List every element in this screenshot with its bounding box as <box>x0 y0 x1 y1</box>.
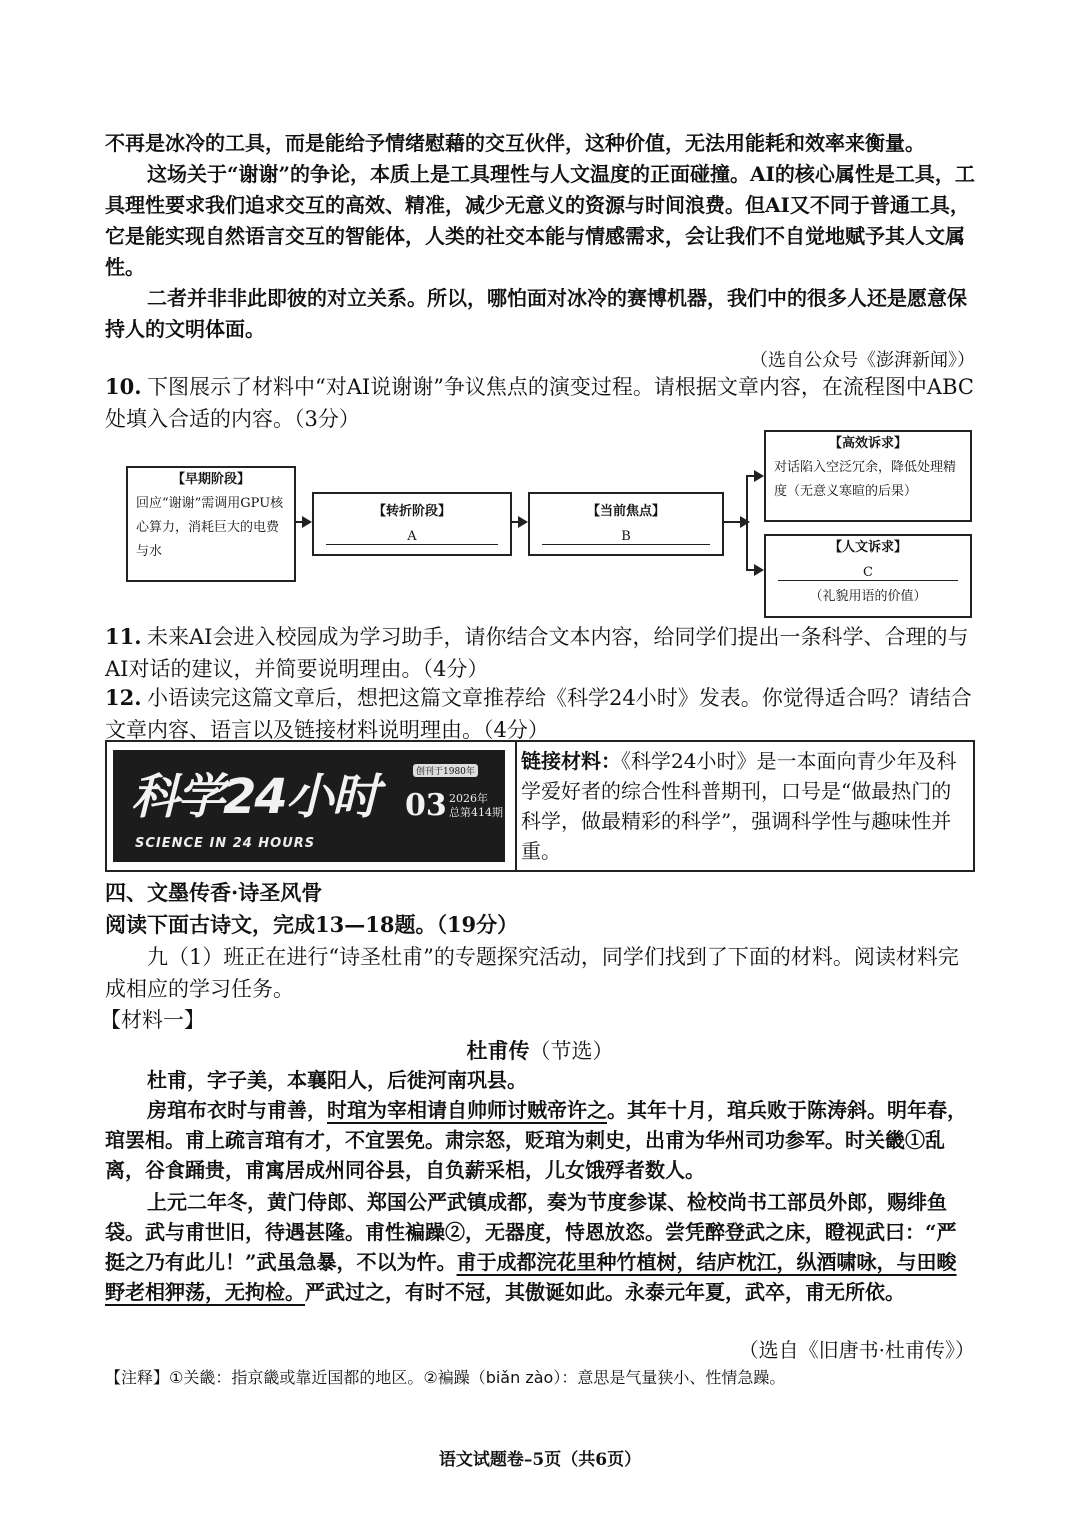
paragraph-continued: 不再是冰冷的工具，而是能给予情绪慰藉的交互伙伴，这种价值，无法用能耗和效率来衡量。 <box>105 131 925 155</box>
question-text: 小语读完这篇文章后，想把这篇文章推荐给《科学24小时》发表。你觉得适合吗？请结合文章内容、语言以及链接材料说明理由。（4分） <box>105 686 972 742</box>
flow-blank-b[interactable]: B <box>542 524 710 545</box>
material-label: 【材料一】 <box>100 1008 205 1032</box>
ancient-paragraph-2: 房琯布衣时与甫善，时琯为宰相请自帅师讨贼帝许之。其年十月，琯兵败于陈涛斜。明年春，琯罢相。甫上疏言琯有才，不宜罢免。肃宗怒，贬琯为刺史，出甫为华州司功参军。时关畿①乱离，谷食踊贵，甫寓居成州同谷县，自负薪采梠，儿女饿殍者数人。 <box>105 1098 967 1182</box>
flow-branch-line <box>746 475 748 571</box>
flow-blank-c[interactable]: C <box>778 560 958 581</box>
flow-arrow-1 <box>294 521 310 523</box>
flow-arrow-2 <box>510 521 526 523</box>
passage-title-main: 杜甫传 <box>466 1038 530 1063</box>
link-material-text <box>521 746 967 866</box>
flow-turning-title: 【转折阶段】 <box>372 504 451 519</box>
flow-early-body: 回应“谢谢”需调用GPU核心算力，消耗巨大的电费与水 <box>136 496 284 559</box>
passage-title-sub: （节选） <box>529 1039 614 1063</box>
flow-current-title: 【当前焦点】 <box>586 504 665 519</box>
ancient-paragraph-3: 上元二年冬，黄门侍郎、郑国公严武镇成都，奏为节度参谋、检校尚书工部员外郎，赐绯鱼袋。武与甫世旧，待遇甚隆。甫性褊躁②，无器度，恃恩放恣。尝凭醉登武之床，瞪视武曰：“严挺之乃有此儿！”武虽急暴，不以为忤。甫于成都浣花里种竹植树，结庐枕江，纵酒啸咏，与田畯野老相狎荡，无拘检。严武过之，有时不冠，其傲诞如此。永泰元年夏，武卒，甫无所依。 <box>105 1190 957 1304</box>
question-text: 下图展示了材料中“对AI说谢谢”争议焦点的演变过程。请根据文章内容，在流程图中ABC处填入合适的内容。（3分） <box>105 375 974 431</box>
passage-title <box>105 1035 975 1067</box>
question-text: 未来AI会进入校园成为学习助手，请你结合文本内容，给同学们提出一条科学、合理的与AI对话的建议，并简要说明理由。（4分） <box>105 625 969 681</box>
magazine-english-title: SCIENCE IN 24 HOURS <box>135 836 316 851</box>
annotation-note: 【注释】①关畿：指京畿或靠近国都的地区。②褊躁（biǎn zào）：意思是气量狭小、性情急躁。 <box>105 1368 786 1387</box>
source-citation-2: （选自《旧唐书·杜甫传》） <box>738 1338 975 1362</box>
question-number: 12. <box>105 685 142 710</box>
box-divider <box>515 742 517 870</box>
question-number: 10. <box>105 374 142 399</box>
paragraph-conclusion: 二者并非非此即彼的对立关系。所以，哪怕面对冰冷的赛博机器，我们中的很多人还是愿意保持人的文明体面。 <box>105 286 967 341</box>
flow-current-focus <box>528 492 724 556</box>
flow-blank-a[interactable]: A <box>326 524 498 545</box>
section-instruction: 阅读下面古诗文，完成13—18题。（19分） <box>105 912 519 937</box>
source-citation: （选自公众号《澎湃新闻》） <box>750 350 975 371</box>
magazine-year: 2026年 总第414期 <box>449 792 503 819</box>
flow-efficiency-title: 【高效诉求】 <box>828 436 907 451</box>
link-material-box <box>105 740 975 872</box>
magazine-issue: 03 <box>405 788 447 823</box>
flow-humanistic-body: （礼貌用语的价值） <box>809 589 927 604</box>
flow-early-stage <box>126 466 296 582</box>
magazine-title: 科学24小时 <box>131 769 378 825</box>
page-footer: 语文试题卷–5页（共6页） <box>438 1450 642 1470</box>
magazine-since: 创刊于1980年 <box>413 764 478 777</box>
flow-humanistic-title: 【人文诉求】 <box>828 540 907 555</box>
ancient-paragraph-1: 杜甫，字子美，本襄阳人，后徙河南巩县。 <box>147 1068 527 1092</box>
flow-early-title: 【早期阶段】 <box>171 472 250 487</box>
magazine-cover <box>113 750 505 862</box>
underlined-sentence-1: 时琯为宰相请自帅师讨贼帝许之 <box>327 1098 607 1122</box>
link-material-label: 链接材料： <box>521 749 621 773</box>
paragraph-tool-rationality: 这场关于“谢谢”的争论，本质上是工具理性与人文温度的正面碰撞。AI的核心属性是工具，工具理性要求我们追求交互的高效、精准，减少无意义的资源与时间浪费。但AI又不同于普通工具，它是能实现自然语言交互的智能体，人类的社交本能与情感需求，会让我们不自觉地赋予其人文属性。 <box>105 162 975 279</box>
question-12 <box>105 682 975 746</box>
question-number: 11. <box>105 624 142 649</box>
flow-arrow-humanistic <box>746 569 762 571</box>
flow-turning-stage <box>312 492 512 556</box>
link-material-content: 《科学24小时》是一本面向青少年及科学爱好者的综合性科普期刊，口号是“做最热门的科学，做最精彩的科学”，强调科学性与趣味性并重。 <box>521 749 957 863</box>
flow-humanistic-demand <box>764 534 972 618</box>
question-10 <box>105 371 975 435</box>
section-heading: 四、文墨传香·诗圣风骨 <box>105 880 323 905</box>
flow-efficiency-body: 对话陷入空泛冗余，降低处理精度（无意义寒暄的后果） <box>774 460 957 499</box>
question-11 <box>105 621 975 685</box>
section-intro: 九（1）班正在进行“诗圣杜甫”的专题探究活动，同学们找到了下面的材料。阅读材料完成相应的学习任务。 <box>105 945 959 1001</box>
flow-branch-stem <box>722 521 748 523</box>
flow-efficiency-demand <box>764 430 972 522</box>
flow-arrow-efficiency <box>746 475 762 477</box>
underlined-sentence-2: 甫于成都浣花里种竹植树，结庐枕江，纵酒啸咏，与田畯野老相狎荡，无拘检。 <box>105 1250 957 1304</box>
